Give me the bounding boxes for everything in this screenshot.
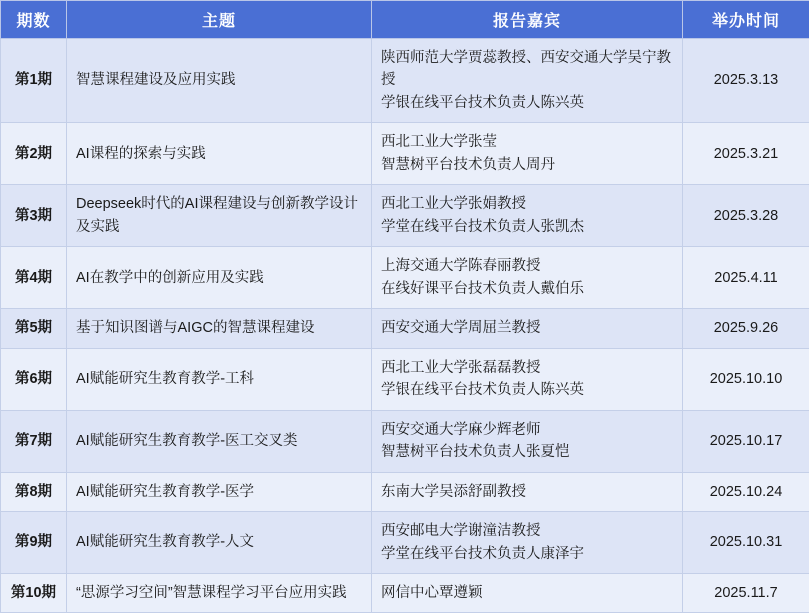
table-header	[1, 1, 809, 39]
topic-line: AI在教学中的创新应用及实践	[76, 267, 362, 289]
guest-line: 东南大学吴添舒副教授	[381, 481, 673, 503]
cell-guest	[372, 309, 683, 348]
cell-date: 2025.10.17	[683, 410, 809, 472]
cell-term: 第6期	[1, 348, 67, 410]
cell-term: 第9期	[1, 512, 67, 574]
topic-line: Deepseek时代的AI课程建设与创新教学设计	[76, 193, 362, 215]
topic-line: AI课程的探索与实践	[76, 143, 362, 165]
cell-topic	[67, 472, 372, 511]
cell-term: 第10期	[1, 573, 67, 612]
guest-line: 学银在线平台技术负责人陈兴英	[381, 92, 673, 114]
cell-date: 2025.10.10	[683, 348, 809, 410]
cell-guest	[372, 472, 683, 511]
guest-line: 西北工业大学张娟教授	[381, 193, 673, 215]
topic-line: 基于知识图谱与AIGC的智慧课程建设	[76, 317, 362, 339]
header-topic: 主题	[67, 1, 372, 39]
guest-line: 陕西师范大学贾蕊教授、西安交通大学吴宁教授	[381, 47, 673, 92]
cell-topic	[67, 185, 372, 247]
guest-line: 西安邮电大学谢潼洁教授	[381, 520, 673, 542]
topic-line: “思源学习空间”智慧课程学习平台应用实践	[76, 582, 362, 604]
guest-line: 上海交通大学陈春丽教授	[381, 255, 673, 277]
cell-guest	[372, 247, 683, 309]
cell-term: 第8期	[1, 472, 67, 511]
table-body	[1, 39, 809, 613]
topic-line: 智慧课程建设及应用实践	[76, 69, 362, 91]
cell-guest	[372, 39, 683, 123]
cell-term: 第7期	[1, 410, 67, 472]
cell-topic	[67, 573, 372, 612]
guest-line: 西安交通大学麻少辉老师	[381, 419, 673, 441]
cell-date: 2025.10.31	[683, 512, 809, 574]
cell-guest	[372, 185, 683, 247]
cell-guest	[372, 410, 683, 472]
cell-term: 第3期	[1, 185, 67, 247]
guest-line: 学堂在线平台技术负责人张凯杰	[381, 216, 673, 238]
cell-term: 第2期	[1, 123, 67, 185]
guest-line: 西北工业大学张莹	[381, 131, 673, 153]
table-row	[1, 39, 809, 123]
guest-line: 智慧树平台技术负责人周丹	[381, 154, 673, 176]
guest-line: 智慧树平台技术负责人张夏恺	[381, 441, 673, 463]
cell-guest	[372, 123, 683, 185]
cell-term: 第5期	[1, 309, 67, 348]
table-row	[1, 348, 809, 410]
header-date: 举办时间	[683, 1, 809, 39]
cell-term: 第1期	[1, 39, 67, 123]
cell-topic	[67, 410, 372, 472]
cell-guest	[372, 348, 683, 410]
topic-line: AI赋能研究生教育教学-医工交叉类	[76, 430, 362, 452]
guest-line: 学银在线平台技术负责人陈兴英	[381, 379, 673, 401]
topic-line: 及实践	[76, 216, 362, 238]
table-row	[1, 247, 809, 309]
cell-topic	[67, 247, 372, 309]
guest-line: 网信中心覃遵颖	[381, 582, 673, 604]
header-term: 期数	[1, 1, 67, 39]
guest-line: 学堂在线平台技术负责人康泽宇	[381, 543, 673, 565]
topic-line: AI赋能研究生教育教学-工科	[76, 368, 362, 390]
topic-line: AI赋能研究生教育教学-人文	[76, 531, 362, 553]
table-row	[1, 309, 809, 348]
table-row	[1, 123, 809, 185]
cell-date: 2025.3.21	[683, 123, 809, 185]
cell-topic	[67, 123, 372, 185]
guest-line: 西北工业大学张磊磊教授	[381, 357, 673, 379]
cell-date: 2025.10.24	[683, 472, 809, 511]
cell-date: 2025.9.26	[683, 309, 809, 348]
cell-topic	[67, 512, 372, 574]
header-row	[1, 1, 809, 39]
cell-date: 2025.11.7	[683, 573, 809, 612]
cell-date: 2025.4.11	[683, 247, 809, 309]
cell-topic	[67, 348, 372, 410]
cell-date: 2025.3.13	[683, 39, 809, 123]
topic-line: AI赋能研究生教育教学-医学	[76, 481, 362, 503]
cell-date: 2025.3.28	[683, 185, 809, 247]
guest-line: 西安交通大学周屈兰教授	[381, 317, 673, 339]
table-row	[1, 512, 809, 574]
cell-topic	[67, 39, 372, 123]
cell-topic	[67, 309, 372, 348]
cell-guest	[372, 573, 683, 612]
table-row	[1, 472, 809, 511]
table-row	[1, 185, 809, 247]
table-row	[1, 410, 809, 472]
cell-term: 第4期	[1, 247, 67, 309]
header-guest: 报告嘉宾	[372, 1, 683, 39]
guest-line: 在线好课平台技术负责人戴伯乐	[381, 278, 673, 300]
cell-guest	[372, 512, 683, 574]
table-row	[1, 573, 809, 612]
